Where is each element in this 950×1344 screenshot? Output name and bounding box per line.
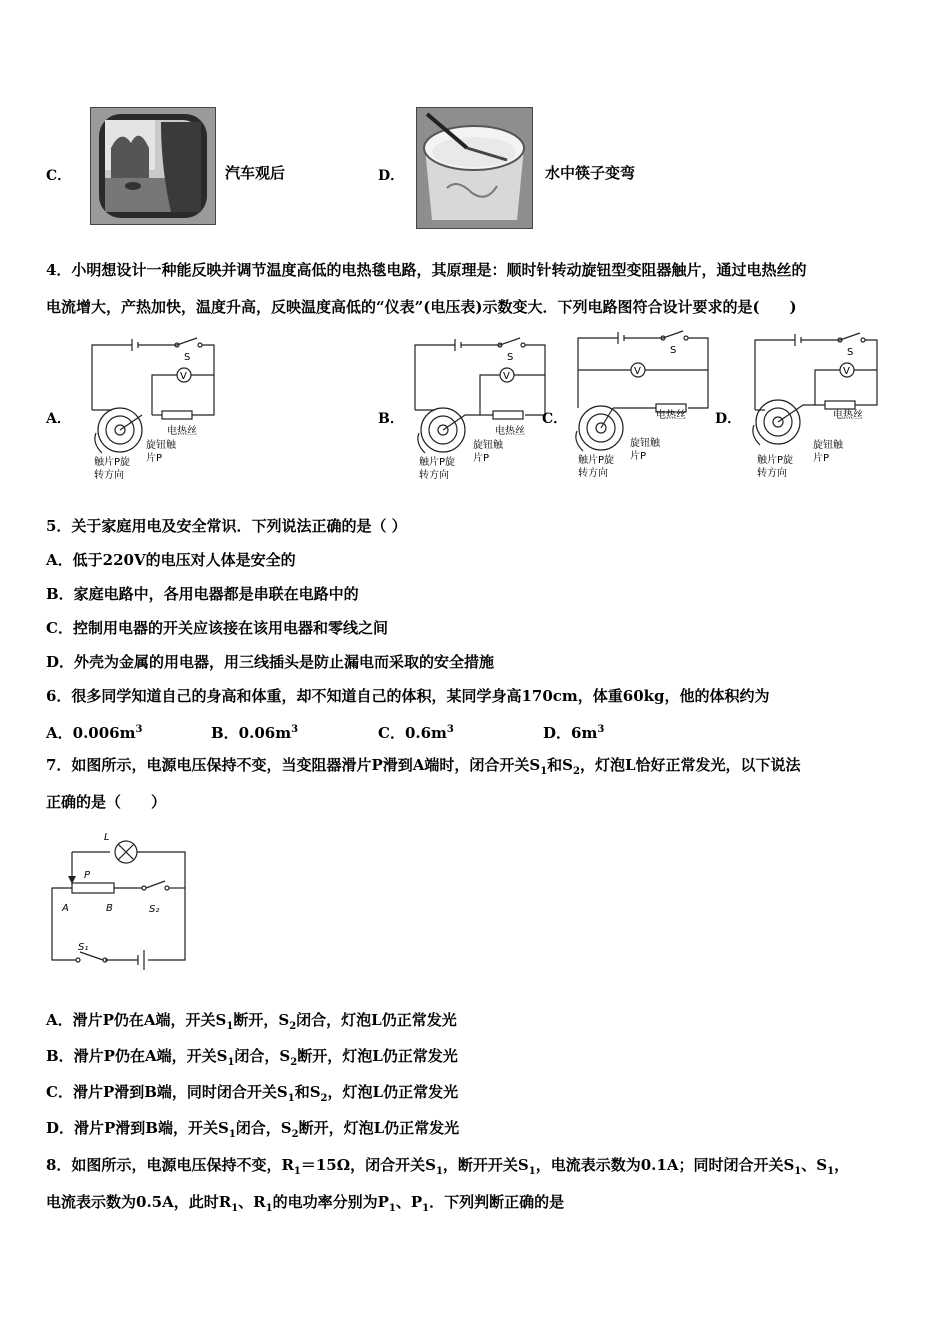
q4-circuit-b [405, 335, 555, 485]
knob-label-2: 片P [146, 453, 163, 464]
q3-option-c-letter: C． [46, 168, 72, 184]
direction-label-2: 转方向 [419, 470, 449, 481]
chopstick-cup-photo [416, 107, 533, 229]
q7-stem-line2: 正确的是（ ） [46, 793, 167, 811]
heater-label: 电热丝 [833, 410, 863, 421]
q4-stem-line1: 4．小明想设计一种能反映并调节温度高低的电热毯电路，其原理是：顺时针转动旋钮型变阻器触片，通过电热丝的 [46, 261, 807, 279]
end-a-label: A [62, 903, 69, 914]
q5-option-a: A．低于220V的电压对人体是安全的 [46, 551, 296, 569]
q5-stem: 5．关于家庭用电及安全常识．下列说法正确的是（ ） [46, 517, 407, 535]
q4-option-b-letter: B． [378, 411, 404, 427]
q4-option-d-letter: D． [715, 411, 742, 427]
direction-label-1: 触片P旋 [578, 455, 615, 466]
q6-option-b: B．$0.06m^3$ [211, 724, 299, 742]
knob-label-2: 片P [473, 453, 490, 464]
q3-option-d-caption: 水中筷子变弯 [545, 164, 636, 182]
direction-label-1: 触片P旋 [419, 457, 456, 468]
end-b-label: B [106, 903, 113, 914]
voltmeter-label: V [634, 366, 641, 377]
q7-option-b: B．滑片P仍在A端，开关$S_1$闭合，$S_2$断开，灯泡L仍正常发光 [46, 1047, 458, 1068]
heater-label: 电热丝 [656, 410, 686, 421]
switch-s1-label: S₁ [78, 942, 89, 953]
q7-option-d: D．滑片P滑到B端，开关$S_1$闭合，$S_2$断开，灯泡L仍正常发光 [46, 1119, 460, 1140]
q4-circuit-c [568, 328, 718, 483]
car-mirror-image [91, 108, 215, 224]
knob-label-1: 旋钮触 [473, 440, 503, 451]
q5-option-b: B．家庭电路中，各用电器都是串联在电路中的 [46, 585, 359, 603]
q6-option-d: D．$6m^3$ [543, 724, 605, 742]
switch-label: S [670, 345, 677, 356]
switch-label: S [184, 352, 191, 363]
q7-option-a: A．滑片P仍在A端，开关$S_1$断开，$S_2$闭合，灯泡L仍正常发光 [46, 1011, 457, 1032]
direction-label-1: 触片P旋 [757, 455, 794, 466]
voltmeter-label: V [843, 366, 850, 377]
q5-option-d: D．外壳为金属的用电器，用三线插头是防止漏电而采取的安全措施 [46, 653, 495, 671]
direction-label-2: 转方向 [757, 468, 787, 479]
switch-label: S [847, 347, 854, 358]
knob-label-1: 旋钮触 [813, 440, 843, 451]
direction-label-1: 触片P旋 [94, 457, 131, 468]
q4-option-c-letter: C． [542, 411, 568, 427]
voltmeter-label: V [503, 371, 510, 382]
q7-option-c: C．滑片P滑到B端，同时闭合开关$S_1$和$S_2$，灯泡L仍正常发光 [46, 1083, 459, 1104]
q4-stem-line2: 电流增大，产热加快，温度升高，反映温度高低的“仪表”(电压表)示数变大．下列电路图符合设计要求的是( ) [46, 298, 797, 316]
q3-option-d-letter: D． [378, 168, 405, 184]
switch-label: S [507, 352, 514, 363]
knob-label-1: 旋钮触 [146, 440, 176, 451]
heater-label: 电热丝 [167, 426, 197, 437]
knob-label-1: 旋钮触 [630, 438, 660, 449]
car-mirror-photo [90, 107, 216, 225]
chopstick-cup-image [417, 108, 532, 228]
q7-circuit [40, 822, 200, 977]
direction-label-2: 转方向 [94, 470, 124, 481]
q6-option-c: C．$0.6m^3$ [378, 724, 454, 742]
switch-s2-label: S₂ [149, 904, 160, 915]
q4-option-a-letter: A． [46, 411, 71, 427]
q5-option-c: C．控制用电器的开关应该接在该用电器和零线之间 [46, 619, 388, 637]
q6-option-a: A．$0.006m^3$ [46, 724, 143, 742]
q4-circuit-d [745, 330, 895, 482]
knob-label-2: 片P [813, 453, 830, 464]
q7-stem-line1: 7．如图所示，电源电压保持不变，当变阻器滑片P滑到A端时，闭合开关$S_1$和$S_2$，灯泡L恰好正常发光，以下说法 [46, 756, 801, 777]
heater-label: 电热丝 [495, 426, 525, 437]
q3-option-c-caption: 汽车观后 [225, 164, 286, 182]
q6-stem: 6．很多同学知道自己的身高和体重，却不知道自己的体积，某同学身高170cm，体重60kg，他的体积约为 [46, 687, 770, 705]
lamp-label: L [104, 832, 110, 843]
slider-label: P [84, 870, 91, 881]
q8-stem-line2: 电流表示数为0.5A，此时$R_1$、$R_1$的电功率分别为$P_1$、$P_1$．下列判断正确的是 [46, 1193, 565, 1214]
knob-label-2: 片P [630, 451, 647, 462]
voltmeter-label: V [180, 371, 187, 382]
q8-stem-line1: 8．如图所示，电源电压保持不变，$R_1=15\Omega$，闭合开关$S_1$，断开开关$S_1$，电流表示数为0.1A；同时闭合开关$S_1$、$S_1$， [46, 1156, 850, 1177]
q4-circuit-a [82, 335, 232, 485]
direction-label-2: 转方向 [578, 468, 608, 479]
